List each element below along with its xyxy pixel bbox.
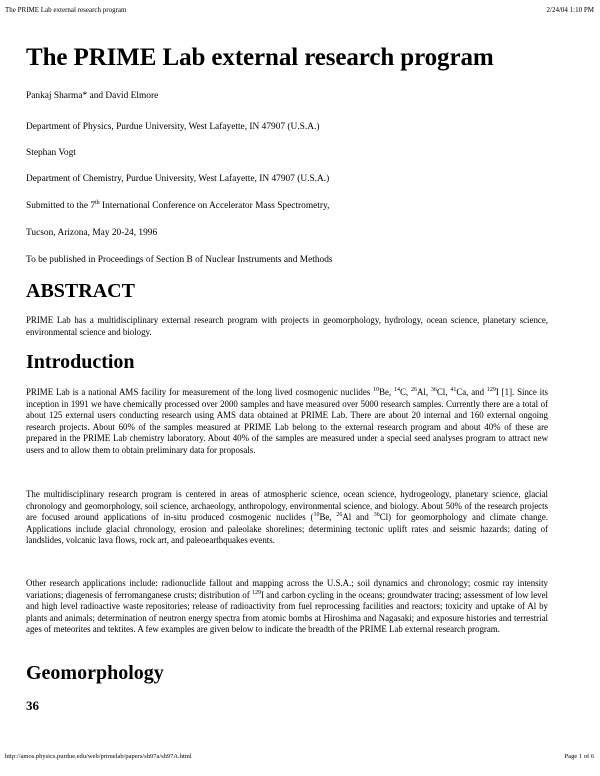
intro-paragraph-3 [26,578,548,636]
text-span: I [1]. Since its inception in 1991 we have chemically processed over 2000 samples and have measured over 5000 research samples. Currently there are a total of about 125 external users conducting research using AMS data obtained at PRIME Lab. There are about 20 internal and 160 external ongoing research projects. About 60% of the samples measured at PRIME Lab belong to the external research program and about 40% of these are prepared in the PRIME Lab chemistry laboratory. About 40% of the samples are measured under a special seed analyses program to attract new users and to allow them to obtain preliminary data for proposals. [26,387,549,455]
text-span: The multidisciplinary research program is centered in areas of atmospheric science, ocean science, hydrogeology, planetary science, glacial chronology and geomorphology, soil science, archaeology, anthropology, environmental science, and biology. About 50% of the research projects are focused around applications of in-situ produced cosmogenic nuclides ( [26,489,548,523]
authors-line: Pankaj Sharma* and David Elmore [26,91,159,101]
text-span: Al, [416,387,431,397]
isotope-mass: 10 [373,387,380,394]
print-footer-url: http://amos.physics.purdue.edu/web/primelab/papers/sh97a/sh97A.html [5,753,192,760]
abstract-heading: ABSTRACT [26,280,135,302]
text-span: PRIME Lab is a national AMS facility for measurement of the long lived cosmogenic nuclides [26,387,374,397]
author-vogt: Stephan Vogt [26,148,76,158]
print-footer-page: Page 1 of 6 [564,753,594,760]
isotope-mass: 36 [430,387,437,394]
isotope-mass: 129 [251,589,261,596]
text-span: Be, [379,387,394,397]
introduction-heading: Introduction [26,351,135,373]
print-footer [5,753,594,760]
page-number: 36 [26,698,39,713]
text-span: Al and [342,512,374,523]
publication-note: To be published in Proceedings of Section B of Nuclear Instruments and Methods [26,255,333,265]
affiliation-physics: Department of Physics, Purdue University, West Lafayette, IN 47907 (U.S.A.) [26,122,320,132]
text-span: Ca, and [456,387,487,397]
abstract-paragraph: PRIME Lab has a multidisciplinary external research program with projects in geomorphology, hydrology, ocean science, planetary science, environmental science and biology. [26,315,548,337]
document-title: The PRIME Lab external research program [26,44,494,71]
affiliation-chemistry: Department of Chemistry, Purdue University, West Lafayette, IN 47907 (U.S.A.) [26,174,330,184]
submission-ordinal: th [95,199,100,206]
text-span: Be, [319,512,337,523]
intro-paragraph-2 [26,489,548,547]
geomorphology-heading: Geomorphology [26,662,164,684]
submission-text-end: International Conference on Accelerator Mass Spectrometry, [99,201,330,211]
text-span: I and carbon cycling in the oceans; groundwater tracing; assessment of low level and high level radioactive waste repositories; release of radioactivity from fuel reprocessing facilities and reactors; toxicity and uptake of Al by plants and animals; determination of neutron energy spectra from atomic bombs at Hiroshima and Nagasaki; and exposure histories and terrestrial ages of meteorites and tektites. A few examples are given below to indicate the breadth of the PRIME Lab external research program. [26,589,549,635]
isotope-mass: 129 [486,387,496,394]
isotope-mass: 26 [336,512,343,519]
print-header-datetime: 2/24/04 1:10 PM [546,6,594,14]
intro-paragraph-1 [26,387,548,457]
print-header-title: The PRIME Lab external research program [5,6,127,14]
text-span: C, [399,387,411,397]
isotope-mass: 14 [393,387,400,394]
text-span: Cl) for geomorphology and climate change. Applications include glacial chronology, erosion and paleolake shorelines; determining tectonic uplift rates and seismic hazards; dating of landslides, volcanic lava flows, rock art, and paleoearthquakes events. [26,512,548,546]
isotope-mass: 36 [373,512,380,519]
conference-location: Tucson, Arizona, May 20-24, 1996 [26,228,158,238]
isotope-mass: 26 [410,387,417,394]
text-span: Other research applications include: radionuclide fallout and mapping across the U.S.A.; soil dynamics and chronology; cosmic ray intensity variations; diagenesis of ferromanganese crusts; distribution of [26,578,548,600]
submission-line [26,201,329,211]
text-span: Cl, [436,387,451,397]
isotope-mass: 10 [313,512,320,519]
isotope-mass: 41 [450,387,457,394]
submission-text-start: Submitted to the 7 [26,201,96,211]
print-header [5,6,594,14]
